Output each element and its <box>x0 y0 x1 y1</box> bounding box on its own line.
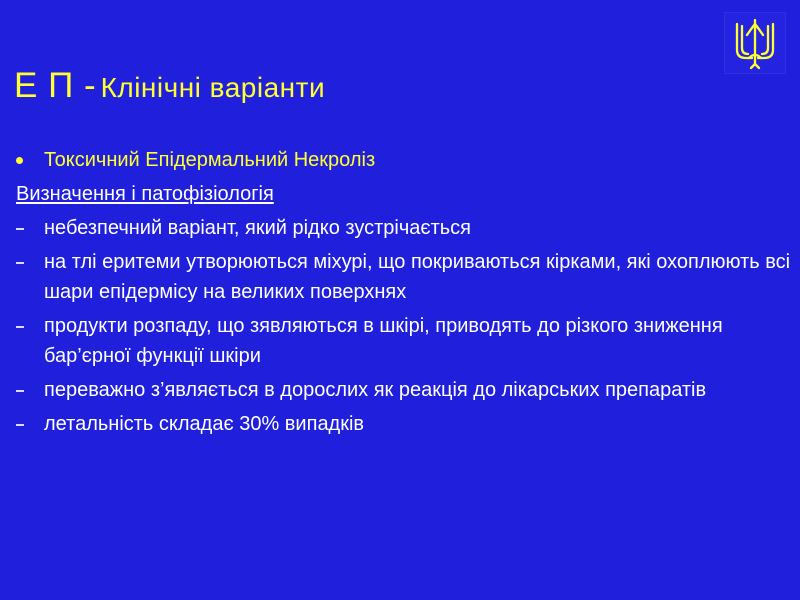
dash-bullet-icon <box>16 262 24 264</box>
list-item-text: переважно з’являється в дорослих як реакція до лікарських препаратів <box>44 379 707 401</box>
list-item <box>16 311 792 371</box>
dash-bullet-icon <box>16 424 24 426</box>
trident-emblem-icon <box>724 12 786 74</box>
slide-title <box>14 68 325 103</box>
list-item-text: на тлі еритеми утворюються міхурі, що покриваються кірками, які охоплюють всі шари епідермісу на великих поверхнях <box>44 251 791 303</box>
list-item-text: летальність складає 30% випадків <box>44 413 365 435</box>
bullet-dot-icon <box>16 157 23 164</box>
section-subheading: Визначення і патофізіологія <box>16 183 274 205</box>
list-item <box>16 375 792 405</box>
list-item <box>16 213 792 243</box>
slide-content <box>16 145 792 443</box>
list-item-text: небезпечний варіант, який рідко зустрічається <box>44 217 471 239</box>
slide-title-rest: Клінічні варіанти <box>100 72 326 103</box>
dash-bullet-icon <box>16 326 24 328</box>
dash-bullet-icon <box>16 228 24 230</box>
main-bullet <box>16 145 792 175</box>
dash-bullet-icon <box>16 390 24 392</box>
list-item-text: продукти розпаду, що зявляються в шкірі, приводять до різкого зниження бар’єрної функції шкіри <box>44 315 723 367</box>
list-item <box>16 409 792 439</box>
main-bullet-text: Токсичний Епідермальний Некроліз <box>44 149 376 171</box>
list-item <box>16 247 792 307</box>
slide-title-abbr: Е П - <box>14 66 97 105</box>
